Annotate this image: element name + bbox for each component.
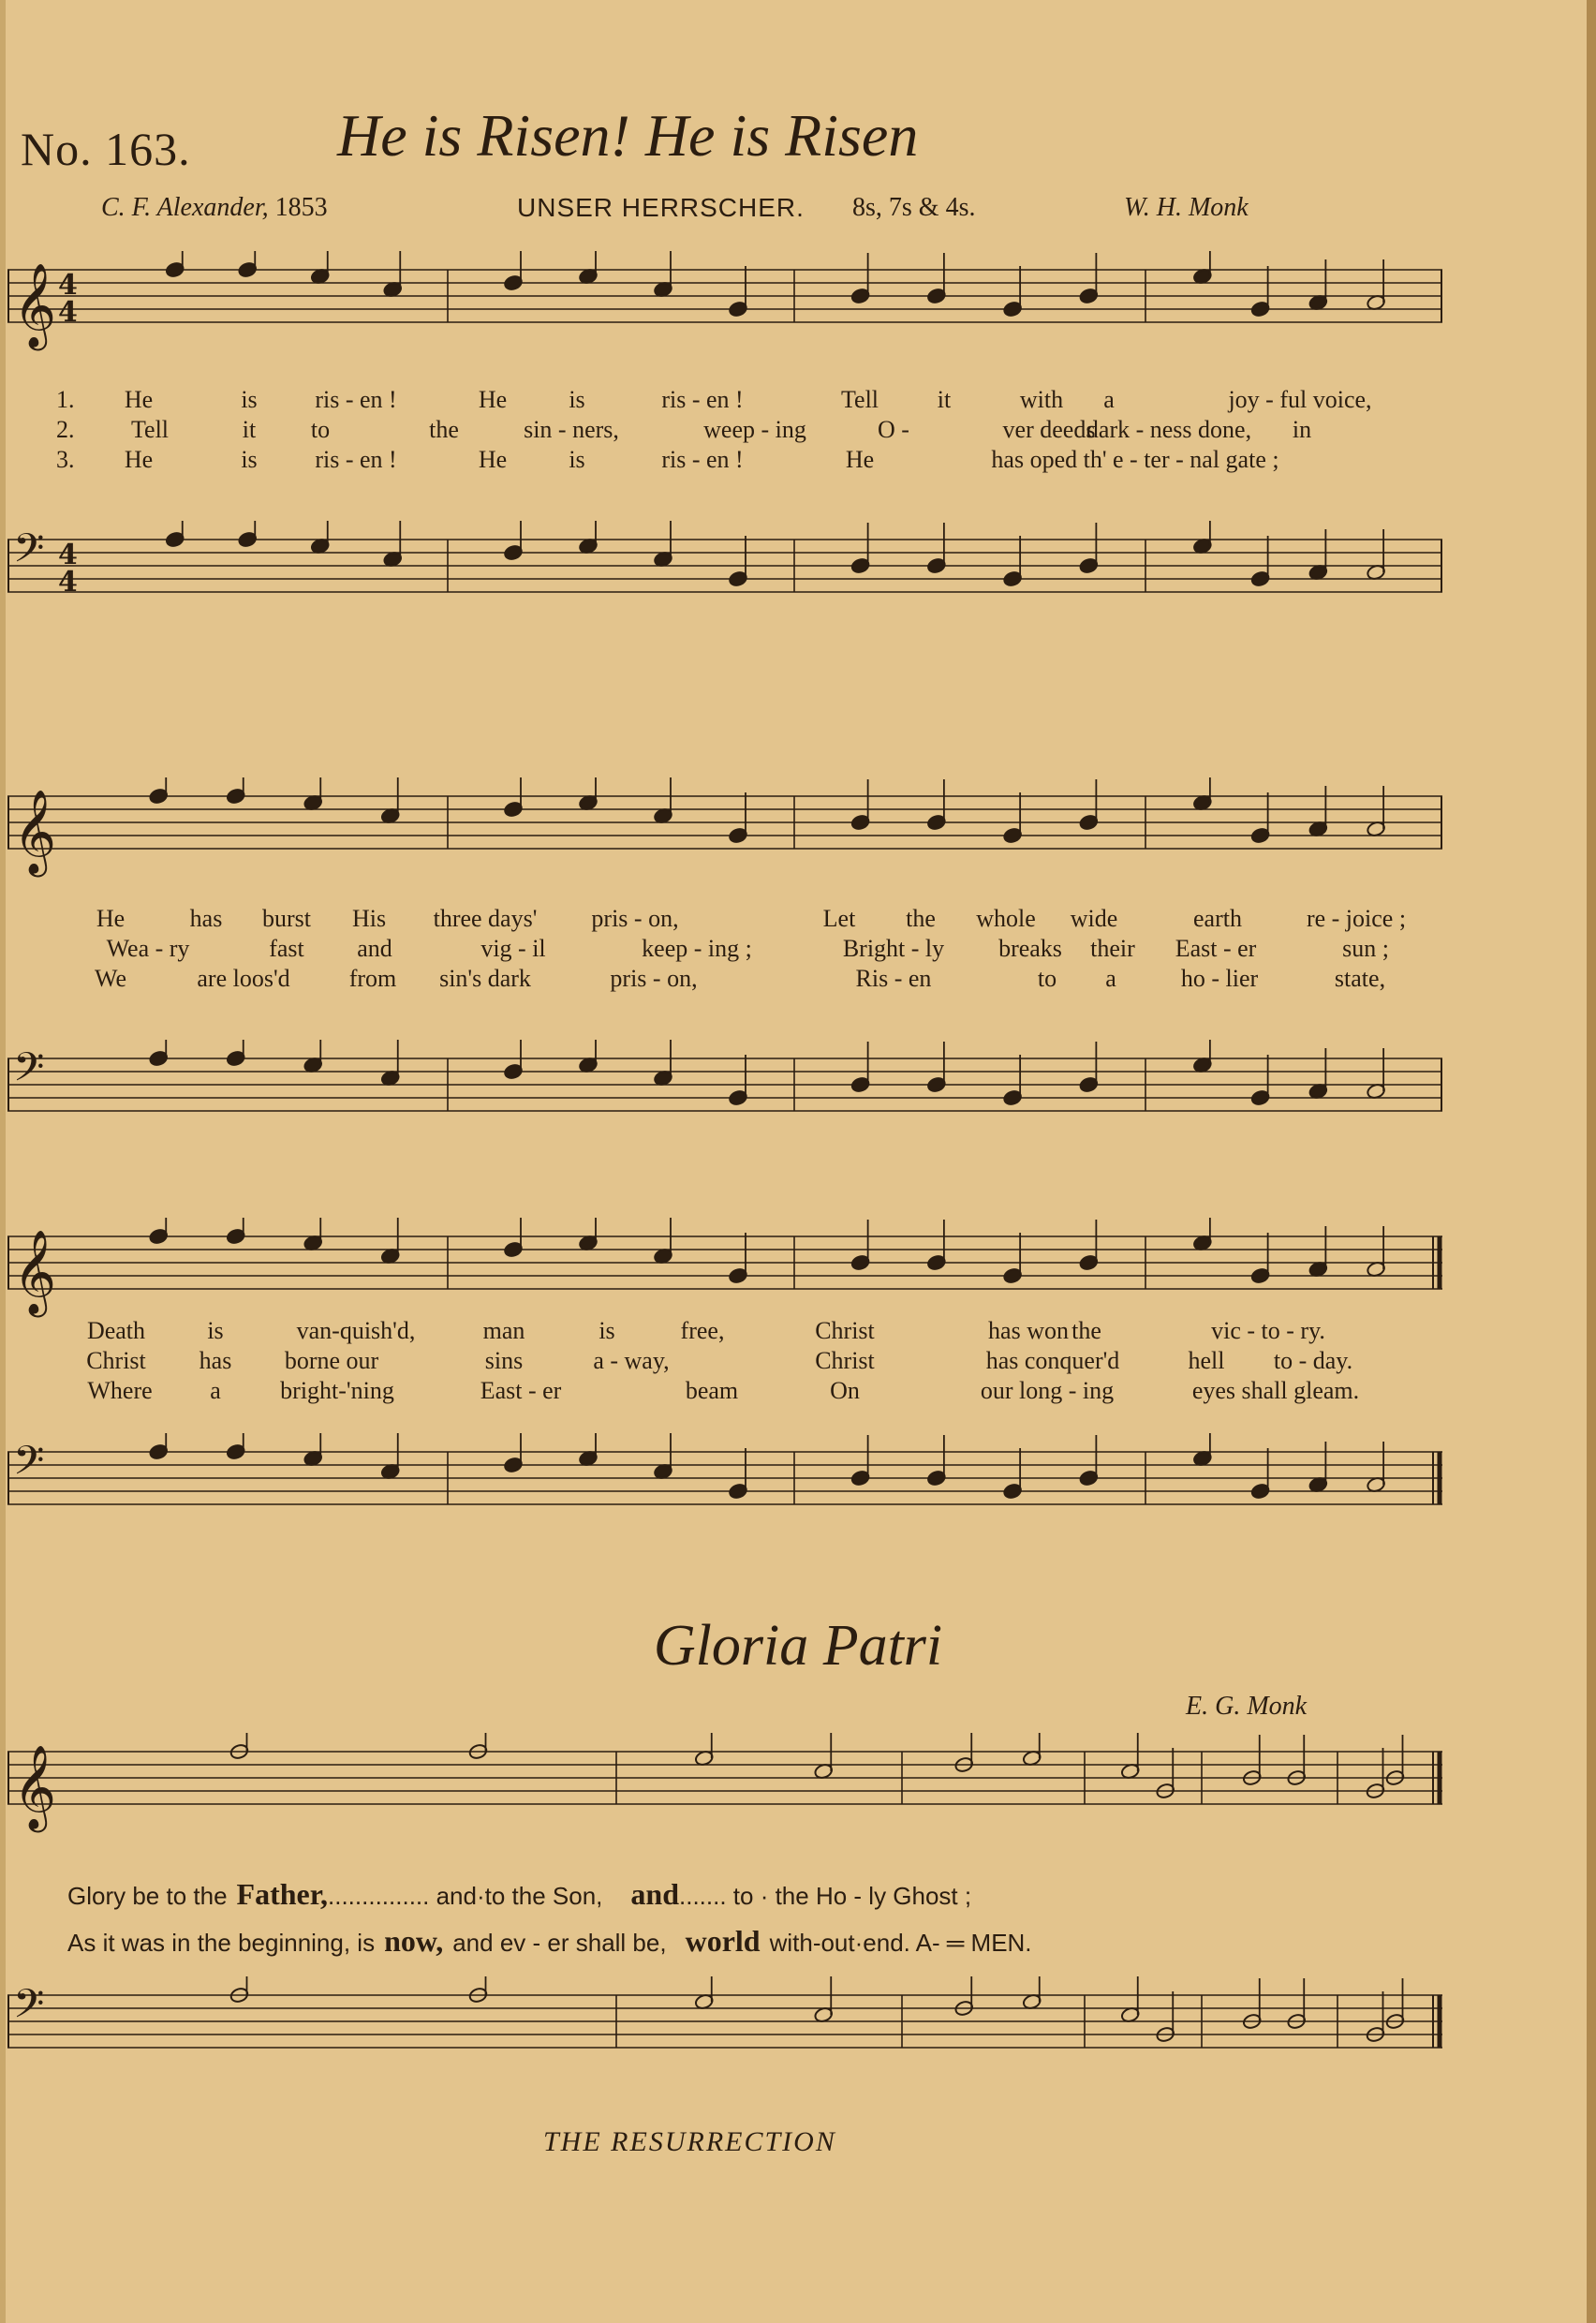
lyric-syllable: dark - ness done,	[1086, 416, 1252, 443]
lyric-syllable: has conquer'd	[985, 1347, 1120, 1374]
lyric-syllable: Bright - ly	[842, 935, 945, 962]
gloria-text: with-out·end. A- ═ MEN.	[769, 1929, 1032, 1957]
lyric-syllable: a	[1103, 386, 1115, 413]
lyric-syllable: man	[482, 1317, 525, 1344]
hymn-number: No. 163.	[21, 123, 191, 175]
lyric-syllable: and	[357, 935, 392, 962]
lyric-syllable: is	[598, 1317, 615, 1344]
treble-staff	[7, 251, 1442, 363]
bass-clef-icon: 𝄢	[13, 1438, 45, 1494]
lyric-syllable: Death	[86, 1317, 146, 1344]
lyric-syllable: He	[124, 446, 154, 473]
treble-clef-icon: 𝄞	[13, 790, 57, 874]
lyric-syllable: wide	[1070, 905, 1118, 932]
lyric-line	[7, 1377, 1442, 1407]
lyric-syllable: the	[429, 416, 459, 443]
hymn-author	[101, 193, 328, 223]
lyric-syllable: with	[1019, 386, 1064, 413]
lyric-syllable: state,	[1334, 965, 1386, 992]
lyric-syllable: is	[241, 386, 258, 413]
time-signature: 4	[58, 539, 78, 571]
lyric-syllable: Wea - ry	[106, 935, 190, 962]
lyric-syllable: are loos'd	[197, 965, 290, 992]
lyric-syllable: pris - on,	[610, 965, 698, 992]
lyric-syllable: whole	[976, 905, 1036, 932]
lyric-syllable: ris - en !	[315, 446, 397, 473]
lyric-syllable: a - way,	[593, 1347, 670, 1374]
lyric-syllable: borne our	[284, 1347, 379, 1374]
treble-staff	[7, 1733, 1442, 1845]
lyric-syllable: Where	[87, 1377, 153, 1404]
lyric-syllable: Tell	[130, 416, 170, 443]
treble-clef-icon: 𝄞	[13, 263, 57, 348]
lyric-syllable: re - joice ;	[1306, 905, 1407, 932]
lyric-syllable: He	[96, 905, 126, 932]
lyric-syllable: ho - lier	[1180, 965, 1259, 992]
tune-name: UNSER HERRSCHER.	[517, 193, 805, 222]
lyric-syllable: it	[242, 416, 257, 443]
lyric-syllable: Christ	[815, 1347, 875, 1374]
lyric-syllable: 2.	[56, 416, 75, 443]
lyric-line	[7, 1317, 1442, 1347]
bass-clef-icon: 𝄢	[13, 1044, 45, 1101]
gloria-text-bold: and	[630, 1877, 679, 1911]
lyric-line	[7, 416, 1442, 446]
lyric-line	[7, 386, 1442, 416]
lyric-syllable: to	[1037, 965, 1057, 992]
lyric-syllable: has won	[988, 1317, 1069, 1344]
gloria-text-bold: now,	[384, 1924, 444, 1958]
lyric-syllable: Christ	[815, 1317, 875, 1344]
page-edge	[0, 0, 6, 2323]
lyric-line	[7, 1347, 1442, 1377]
treble-clef-icon: 𝄞	[13, 1230, 57, 1314]
lyric-syllable: sins	[484, 1347, 524, 1374]
lyric-syllable: ver deeds	[1002, 416, 1096, 443]
lyric-syllable: fast	[269, 935, 304, 962]
time-signature: 4	[58, 296, 78, 329]
bass-staff	[7, 521, 1442, 633]
lyric-syllable: He	[845, 446, 875, 473]
lyric-syllable: sun ;	[1342, 935, 1389, 962]
composer: W. H. Monk	[1124, 193, 1249, 222]
lyric-syllable: Tell	[840, 386, 879, 413]
gloria-title: Gloria Patri	[653, 1614, 943, 1678]
meter: 8s, 7s & 4s.	[852, 193, 976, 222]
gloria-text: As it was in the beginning, is	[67, 1929, 376, 1957]
lyric-syllable: has	[189, 905, 223, 932]
bass-clef-icon: 𝄢	[13, 1981, 45, 2037]
gloria-line	[67, 1877, 971, 1912]
lyric-syllable: O -	[878, 416, 909, 443]
lyric-syllable: Ris - en	[855, 965, 932, 992]
lyric-syllable: He	[478, 386, 508, 413]
lyric-syllable: keep - ing ;	[642, 935, 752, 962]
lyric-syllable: hell	[1188, 1347, 1225, 1374]
lyric-line	[7, 935, 1442, 965]
gloria-text-bold: Father,	[236, 1877, 329, 1911]
lyric-syllable: the	[1071, 1317, 1101, 1344]
lyric-syllable: is	[569, 386, 585, 413]
lyric-syllable: it	[937, 386, 952, 413]
treble-staff	[7, 1218, 1442, 1330]
lyric-syllable: burst	[262, 905, 311, 932]
lyric-syllable: three days'	[433, 905, 538, 932]
page-edge	[1587, 0, 1596, 2323]
lyric-syllable: ris - en !	[661, 386, 744, 413]
lyric-syllable: weep - ing	[703, 416, 806, 443]
lyric-syllable: Let	[822, 905, 856, 932]
lyric-syllable: vic - to - ry.	[1211, 1317, 1325, 1344]
gloria-line	[67, 1924, 1032, 1959]
lyric-syllable: eyes shall gleam.	[1191, 1377, 1360, 1404]
lyric-syllable: ris - en !	[661, 446, 744, 473]
lyric-syllable: vig - il	[480, 935, 546, 962]
gloria-text: ............... and·to the Son,	[328, 1882, 603, 1910]
lyric-syllable: their	[1090, 935, 1135, 962]
lyric-syllable: ris - en !	[315, 386, 397, 413]
lyric-syllable: has	[199, 1347, 232, 1374]
gloria-text: ....... to · the Ho - ly Ghost ;	[679, 1882, 972, 1910]
treble-clef-icon: 𝄞	[13, 1745, 57, 1829]
bass-staff	[7, 1976, 1442, 2089]
lyric-syllable: from	[348, 965, 397, 992]
lyric-syllable: joy - ful voice,	[1228, 386, 1372, 413]
lyric-syllable: is	[569, 446, 585, 473]
lyric-syllable: On	[830, 1377, 860, 1404]
lyric-syllable: in	[1292, 416, 1312, 443]
lyric-syllable: our long - ing	[980, 1377, 1115, 1404]
lyric-syllable: He	[124, 386, 154, 413]
lyric-line	[7, 446, 1442, 476]
lyric-syllable: sin's dark	[439, 965, 531, 992]
lyric-syllable: We	[95, 965, 126, 992]
lyric-syllable: the	[906, 905, 936, 932]
bass-staff	[7, 1433, 1442, 1546]
treble-staff	[7, 777, 1442, 890]
lyric-syllable: to	[310, 416, 331, 443]
lyric-syllable: bright-'ning	[280, 1377, 394, 1404]
lyric-syllable: He	[478, 446, 508, 473]
gloria-text-bold: world	[685, 1924, 761, 1958]
lyric-line	[7, 905, 1442, 935]
lyric-syllable: 1.	[56, 386, 75, 413]
lyric-syllable: beam	[685, 1377, 739, 1404]
hymn-title: He is Risen! He is Risen	[337, 102, 919, 169]
lyric-syllable: sin - ners,	[524, 416, 619, 443]
lyric-syllable: Christ	[86, 1347, 146, 1374]
lyric-syllable: is	[207, 1317, 224, 1344]
gloria-text: and ev - er shall be,	[452, 1929, 667, 1957]
lyric-syllable: earth	[1193, 905, 1242, 932]
footer-caption: THE RESURRECTION	[543, 2126, 836, 2157]
lyric-syllable: a	[1105, 965, 1116, 992]
time-signature: 4	[58, 269, 78, 302]
lyric-syllable: is	[241, 446, 258, 473]
lyric-syllable: His	[351, 905, 387, 932]
lyric-syllable: breaks	[998, 935, 1062, 962]
lyric-syllable: pris - on,	[591, 905, 679, 932]
lyric-syllable: has oped th' e - ter - nal gate ;	[991, 446, 1279, 473]
lyric-syllable: a	[210, 1377, 221, 1404]
lyric-syllable: to - day.	[1273, 1347, 1353, 1374]
gloria-text: Glory be to the	[67, 1882, 228, 1910]
lyric-syllable: East - er	[1175, 935, 1257, 962]
lyric-syllable: free,	[680, 1317, 725, 1344]
bass-staff	[7, 1040, 1442, 1152]
lyric-syllable: van-quish'd,	[296, 1317, 416, 1344]
lyric-syllable: East - er	[480, 1377, 562, 1404]
time-signature: 4	[58, 566, 78, 599]
bass-clef-icon: 𝄢	[13, 525, 45, 582]
author-year: 1853	[274, 193, 328, 222]
lyric-line	[7, 965, 1442, 995]
lyric-syllable: 3.	[56, 446, 75, 473]
author-name: C. F. Alexander,	[101, 193, 269, 222]
gloria-composer: E. G. Monk	[1186, 1692, 1308, 1721]
